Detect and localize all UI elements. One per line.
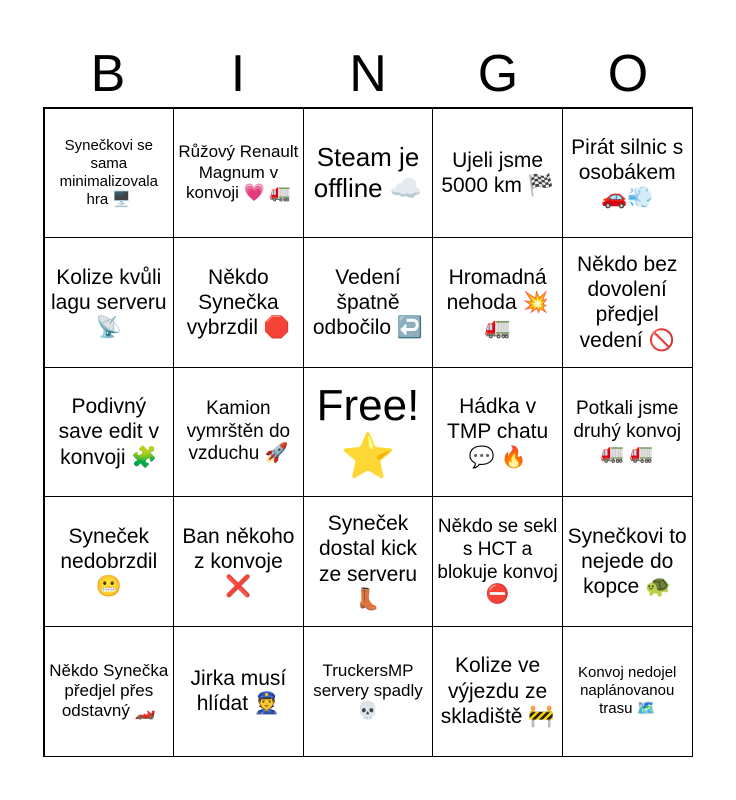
bingo-cell-4-3[interactable]: Syneček dostal kick ze serveru 👢 [303,496,434,627]
bingo-cell-1-3[interactable]: Steam je offline ☁️ [303,108,434,239]
bingo-cell-2-1[interactable]: Kolize kvůli lagu serveru 📡 [44,237,175,368]
header-letter-g: G [477,45,519,103]
header-letter-n: N [349,45,387,103]
bingo-cell-1-4[interactable]: Ujeli jsme 5000 km 🏁 [432,108,563,239]
bingo-header [43,42,693,106]
bingo-cell-2-4[interactable]: Hromadná nehoda 💥🚛 [432,237,563,368]
bingo-cell-3-4[interactable]: Hádka v TMP chatu 💬 🔥 [432,367,563,498]
header-letter-o: O [607,45,649,103]
header-letter-i: I [230,45,246,103]
bingo-cell-3-5[interactable]: Potkali jsme druhý konvoj 🚛 🚛 [562,367,693,498]
bingo-grid [43,107,693,757]
bingo-cell-4-5[interactable]: Synečkovi to nejede do kopce 🐢 [562,496,693,627]
bingo-cell-3-2[interactable]: Kamion vymrštěn do vzduchu 🚀 [173,367,304,498]
bingo-cell-1-1[interactable]: Synečkovi se sama minimalizovala hra 🖥️ [44,108,175,239]
bingo-cell-free[interactable]: Free! ⭐ [303,367,434,498]
bingo-cell-5-1[interactable]: Někdo Synečka předjel přes odstavný 🏎️ [44,626,175,757]
bingo-cell-3-1[interactable]: Podivný save edit v konvoji 🧩 [44,367,175,498]
bingo-cell-1-2[interactable]: Růžový Renault Magnum v konvoji 💗 🚛 [173,108,304,239]
bingo-cell-4-4[interactable]: Někdo se sekl s HCT a blokuje konvoj ⛔ [432,496,563,627]
bingo-cell-5-2[interactable]: Jirka musí hlídat 👮 [173,626,304,757]
header-letter-b: B [90,45,126,103]
bingo-cell-5-5[interactable]: Konvoj nedojel naplánovanou trasu 🗺️ [562,626,693,757]
bingo-cell-5-4[interactable]: Kolize ve výjezdu ze skladiště 🚧 [432,626,563,757]
bingo-cell-4-2[interactable]: Ban někoho z konvoje ❌ [173,496,304,627]
bingo-cell-4-1[interactable]: Syneček nedobrzdil 😬 [44,496,175,627]
bingo-cell-1-5[interactable]: Pirát silnic s osobákem 🚗💨 [562,108,693,239]
bingo-cell-2-3[interactable]: Vedení špatně odbočilo ↩️ [303,237,434,368]
bingo-cell-5-3[interactable]: TruckersMP servery spadly 💀 [303,626,434,757]
bingo-cell-2-5[interactable]: Někdo bez dovolení předjel vedení 🚫 [562,237,693,368]
bingo-cell-2-2[interactable]: Někdo Synečka vybrzdil 🛑 [173,237,304,368]
